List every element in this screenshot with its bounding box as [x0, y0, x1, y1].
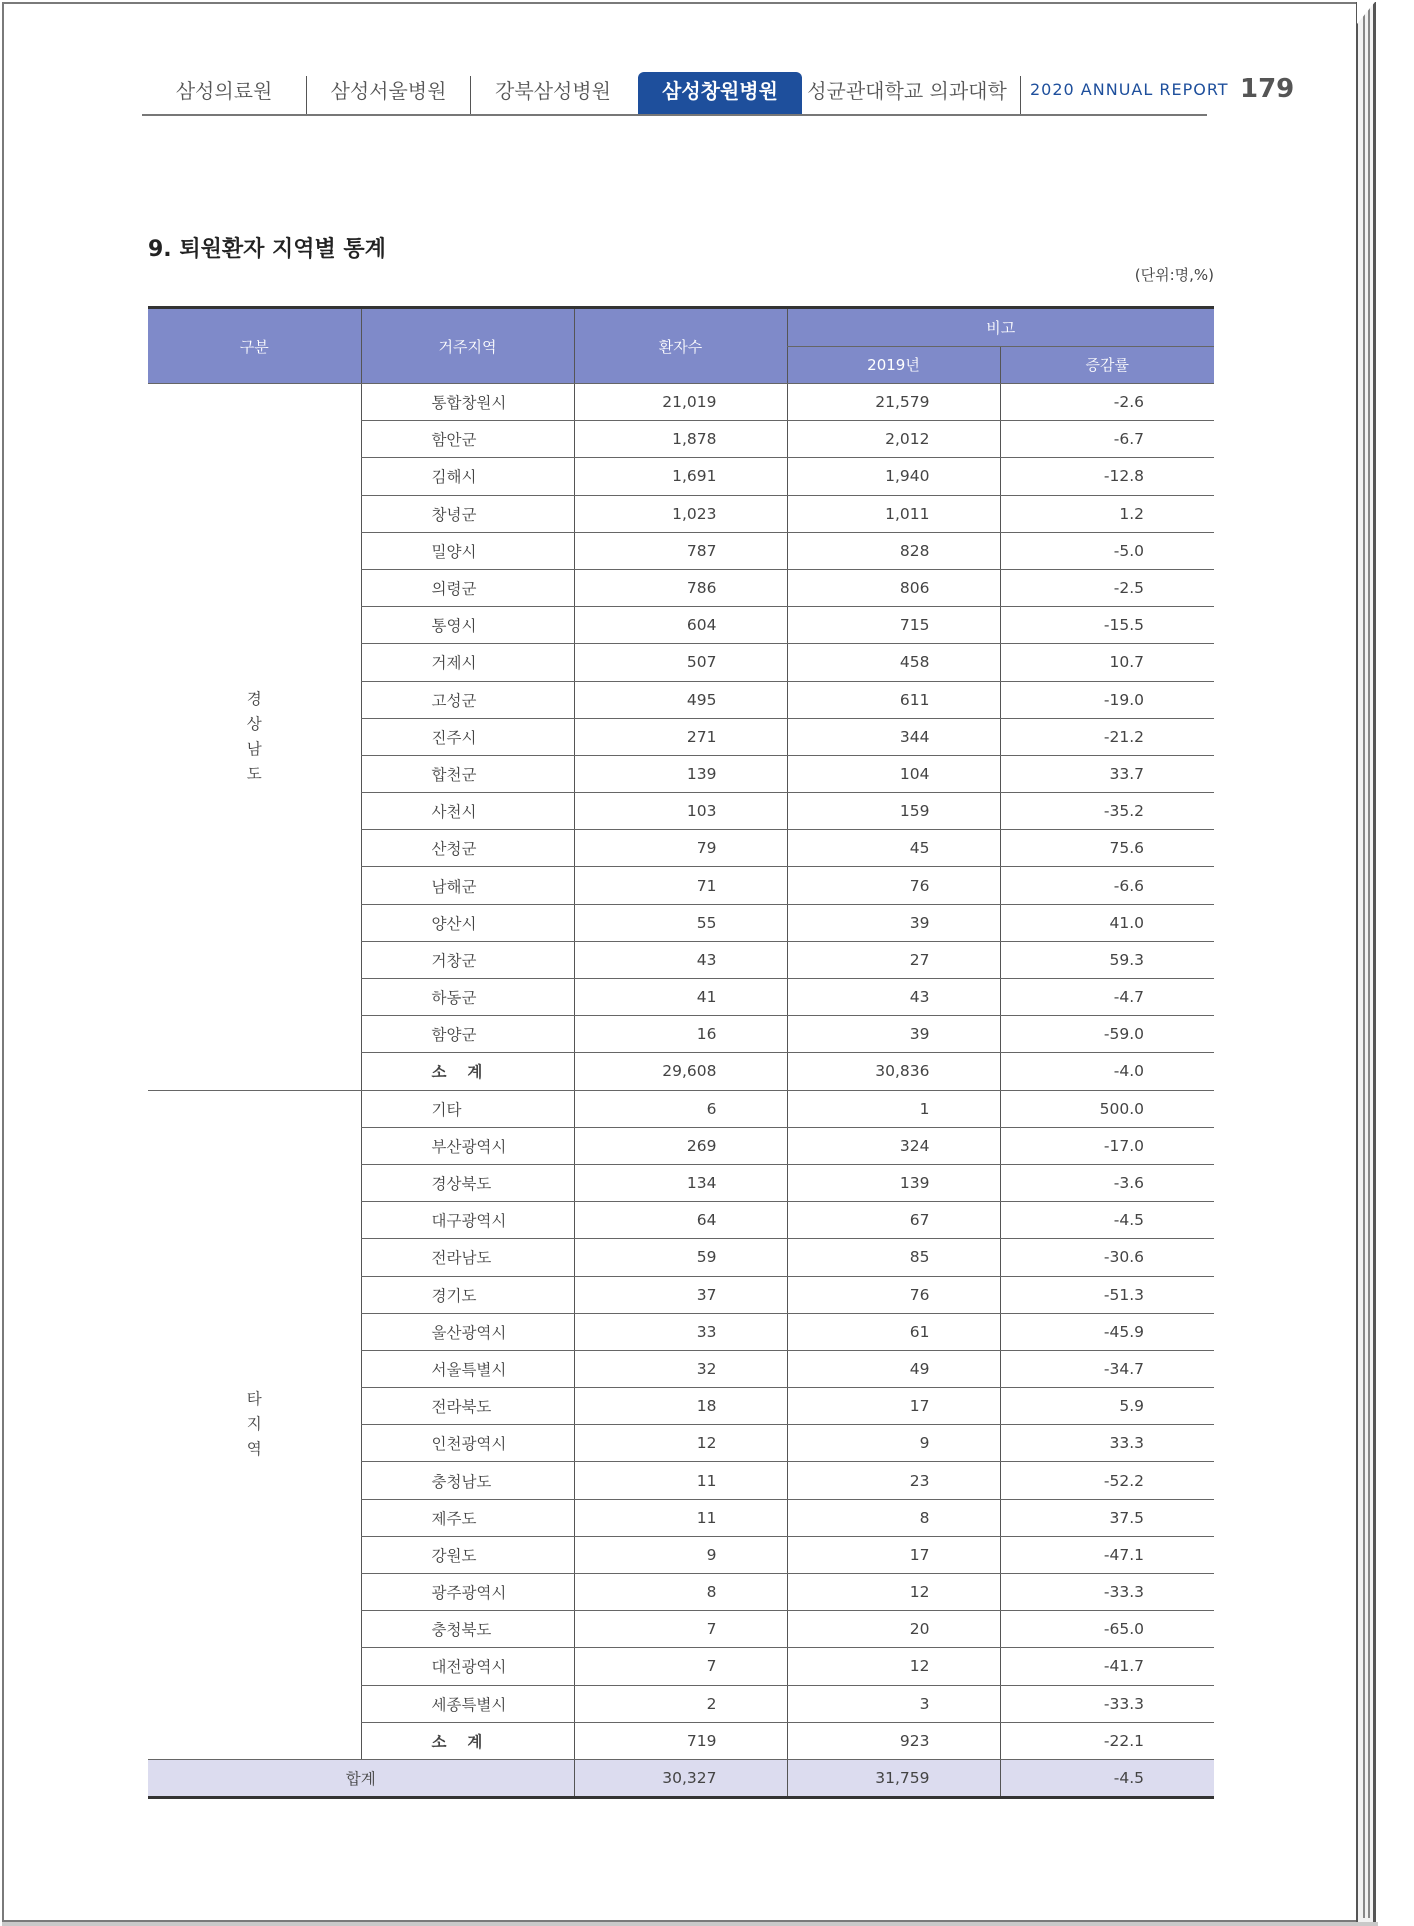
- change-rate-cell: 41.0: [1000, 904, 1214, 941]
- region-cell: 울산광역시: [361, 1313, 574, 1350]
- change-rate-cell: -65.0: [1000, 1611, 1214, 1648]
- region-cell: 거창군: [361, 941, 574, 978]
- prev-year-cell: 806: [787, 569, 1000, 606]
- patients-cell: 37: [574, 1276, 787, 1313]
- region-cell: 대구광역시: [361, 1202, 574, 1239]
- group-label-char: 타: [246, 1390, 262, 1409]
- group-label-char: 상: [246, 714, 262, 733]
- change-rate-cell: 10.7: [1000, 644, 1214, 681]
- prev-year-cell: 2,012: [787, 421, 1000, 458]
- change-rate-cell: -35.2: [1000, 793, 1214, 830]
- change-rate-cell: 59.3: [1000, 941, 1214, 978]
- region-cell: 남해군: [361, 867, 574, 904]
- patients-cell: 269: [574, 1127, 787, 1164]
- prev-year-cell: 67: [787, 1202, 1000, 1239]
- patients-cell: 7: [574, 1648, 787, 1685]
- prev-year-cell: 324: [787, 1127, 1000, 1164]
- region-cell: 충청남도: [361, 1462, 574, 1499]
- page-number: 179: [1240, 74, 1295, 104]
- patients-cell: 134: [574, 1164, 787, 1201]
- prev-year-cell: 39: [787, 904, 1000, 941]
- region-cell: 함양군: [361, 1016, 574, 1053]
- group-label-char: 역: [246, 1440, 262, 1459]
- patients-cell: 9: [574, 1536, 787, 1573]
- change-rate-cell: -19.0: [1000, 681, 1214, 718]
- change-rate-cell: 5.9: [1000, 1388, 1214, 1425]
- group-label-char: 지: [246, 1415, 262, 1434]
- change-rate-cell: -2.5: [1000, 569, 1214, 606]
- group-label-char: 경: [246, 689, 262, 708]
- change-rate-cell: 1.2: [1000, 495, 1214, 532]
- total-prev-year: 31,759: [787, 1759, 1000, 1797]
- prev-year-cell: 76: [787, 1276, 1000, 1313]
- nav-tab-samsung-changwon[interactable]: 삼성창원병원: [638, 72, 802, 114]
- patients-cell: 1,878: [574, 421, 787, 458]
- subtotal-patients: 29,608: [574, 1053, 787, 1090]
- change-rate-cell: 500.0: [1000, 1090, 1214, 1127]
- page-edge-line: [1368, 8, 1370, 1918]
- group-label: [148, 384, 361, 1091]
- group-label: [148, 1090, 361, 1759]
- prev-year-cell: 12: [787, 1574, 1000, 1611]
- patients-cell: 271: [574, 718, 787, 755]
- change-rate-cell: -4.7: [1000, 979, 1214, 1016]
- region-cell: 제주도: [361, 1499, 574, 1536]
- header-category: 구분: [148, 308, 361, 384]
- table-row: [148, 384, 1214, 421]
- prev-year-cell: 3: [787, 1685, 1000, 1722]
- region-cell: 하동군: [361, 979, 574, 1016]
- prev-year-cell: 49: [787, 1350, 1000, 1387]
- patients-cell: 8: [574, 1574, 787, 1611]
- total-label: 합계: [148, 1759, 574, 1797]
- region-cell: 인천광역시: [361, 1425, 574, 1462]
- change-rate-cell: -4.5: [1000, 1202, 1214, 1239]
- group-label-char: 도: [246, 764, 262, 783]
- change-rate-cell: -34.7: [1000, 1350, 1214, 1387]
- nav-tab-kangbuk-samsung[interactable]: 강북삼성병원: [495, 79, 611, 103]
- prev-year-cell: 12: [787, 1648, 1000, 1685]
- patients-cell: 16: [574, 1016, 787, 1053]
- group-label-char: 남: [246, 739, 262, 758]
- prev-year-cell: 139: [787, 1164, 1000, 1201]
- region-cell: 대전광역시: [361, 1648, 574, 1685]
- header-patients: 환자수: [574, 308, 787, 384]
- patients-cell: 33: [574, 1313, 787, 1350]
- region-cell: 경상북도: [361, 1164, 574, 1201]
- region-cell: 세종특별시: [361, 1685, 574, 1722]
- header-remarks: 비고: [787, 308, 1214, 347]
- region-cell: 산청군: [361, 830, 574, 867]
- region-cell: 전라남도: [361, 1239, 574, 1276]
- subtotal-prev-year: 923: [787, 1722, 1000, 1759]
- prev-year-cell: 39: [787, 1016, 1000, 1053]
- patients-cell: 55: [574, 904, 787, 941]
- region-cell: 진주시: [361, 718, 574, 755]
- patients-cell: 32: [574, 1350, 787, 1387]
- total-patients: 30,327: [574, 1759, 787, 1797]
- change-rate-cell: -52.2: [1000, 1462, 1214, 1499]
- prev-year-cell: 458: [787, 644, 1000, 681]
- table-body: [148, 384, 1214, 1798]
- region-cell: 밀양시: [361, 532, 574, 569]
- page-edge: [1356, 2, 1376, 1924]
- patients-cell: 139: [574, 755, 787, 792]
- change-rate-cell: -33.3: [1000, 1685, 1214, 1722]
- region-cell: 양산시: [361, 904, 574, 941]
- prev-year-cell: 1: [787, 1090, 1000, 1127]
- region-cell: 의령군: [361, 569, 574, 606]
- nav-tab-samsung-medical[interactable]: 삼성의료원: [175, 79, 273, 103]
- patients-cell: 1,691: [574, 458, 787, 495]
- region-cell: 고성군: [361, 681, 574, 718]
- prev-year-cell: 20: [787, 1611, 1000, 1648]
- patients-cell: 6: [574, 1090, 787, 1127]
- change-rate-cell: -30.6: [1000, 1239, 1214, 1276]
- prev-year-cell: 61: [787, 1313, 1000, 1350]
- region-cell: 창녕군: [361, 495, 574, 532]
- change-rate-cell: -45.9: [1000, 1313, 1214, 1350]
- prev-year-cell: 21,579: [787, 384, 1000, 421]
- region-cell: 서울특별시: [361, 1350, 574, 1387]
- prev-year-cell: 17: [787, 1388, 1000, 1425]
- change-rate-cell: -17.0: [1000, 1127, 1214, 1164]
- prev-year-cell: 9: [787, 1425, 1000, 1462]
- subtotal-patients: 719: [574, 1722, 787, 1759]
- patients-cell: 41: [574, 979, 787, 1016]
- prev-year-cell: 159: [787, 793, 1000, 830]
- prev-year-cell: 85: [787, 1239, 1000, 1276]
- region-cell: 충청북도: [361, 1611, 574, 1648]
- change-rate-cell: -59.0: [1000, 1016, 1214, 1053]
- change-rate-cell: -33.3: [1000, 1574, 1214, 1611]
- region-cell: 기타: [361, 1090, 574, 1127]
- header-region: 거주지역: [361, 308, 574, 384]
- patients-cell: 12: [574, 1425, 787, 1462]
- change-rate-cell: 37.5: [1000, 1499, 1214, 1536]
- change-rate-cell: 33.7: [1000, 755, 1214, 792]
- patients-cell: 103: [574, 793, 787, 830]
- nav-divider: [1020, 76, 1021, 114]
- patients-cell: 7: [574, 1611, 787, 1648]
- patients-cell: 11: [574, 1499, 787, 1536]
- page-shadow: [2, 1922, 1378, 1926]
- patients-cell: 786: [574, 569, 787, 606]
- prev-year-cell: 8: [787, 1499, 1000, 1536]
- patients-cell: 71: [574, 867, 787, 904]
- prev-year-cell: 344: [787, 718, 1000, 755]
- region-cell: 김해시: [361, 458, 574, 495]
- nav-tab-samsung-seoul[interactable]: 삼성서울병원: [330, 79, 447, 103]
- change-rate-cell: -12.8: [1000, 458, 1214, 495]
- subtotal-change-rate: -4.0: [1000, 1053, 1214, 1090]
- region-cell: 합천군: [361, 755, 574, 792]
- nav-tab-skku-medicine[interactable]: 성균관대학교 의과대학: [807, 79, 1007, 103]
- patients-cell: 787: [574, 532, 787, 569]
- region-cell: 전라북도: [361, 1388, 574, 1425]
- region-cell: 부산광역시: [361, 1127, 574, 1164]
- change-rate-cell: -47.1: [1000, 1536, 1214, 1573]
- prev-year-cell: 715: [787, 607, 1000, 644]
- page-edge-line: [1363, 8, 1365, 1918]
- change-rate-cell: -41.7: [1000, 1648, 1214, 1685]
- annual-report-label: 2020 ANNUAL REPORT: [1030, 80, 1229, 99]
- patients-cell: 43: [574, 941, 787, 978]
- change-rate-cell: -51.3: [1000, 1276, 1214, 1313]
- table-row: [148, 1090, 1214, 1127]
- change-rate-cell: -21.2: [1000, 718, 1214, 755]
- discharge-region-table: [148, 306, 1214, 1799]
- prev-year-cell: 17: [787, 1536, 1000, 1573]
- change-rate-cell: -15.5: [1000, 607, 1214, 644]
- prev-year-cell: 76: [787, 867, 1000, 904]
- patients-cell: 64: [574, 1202, 787, 1239]
- prev-year-cell: 104: [787, 755, 1000, 792]
- patients-cell: 495: [574, 681, 787, 718]
- region-cell: 통영시: [361, 607, 574, 644]
- patients-cell: 507: [574, 644, 787, 681]
- background-margin: [1378, 0, 1414, 1926]
- patients-cell: 21,019: [574, 384, 787, 421]
- change-rate-cell: 75.6: [1000, 830, 1214, 867]
- prev-year-cell: 45: [787, 830, 1000, 867]
- region-cell: 거제시: [361, 644, 574, 681]
- page-curl: [1357, 2, 1375, 24]
- patients-cell: 59: [574, 1239, 787, 1276]
- region-cell: 사천시: [361, 793, 574, 830]
- change-rate-cell: -6.7: [1000, 421, 1214, 458]
- patients-cell: 604: [574, 607, 787, 644]
- region-cell: 강원도: [361, 1536, 574, 1573]
- unit-note: (단위:명,%): [1134, 266, 1214, 284]
- header-change-rate: 증감률: [1000, 346, 1214, 384]
- patients-cell: 2: [574, 1685, 787, 1722]
- patients-cell: 1,023: [574, 495, 787, 532]
- region-cell: 함안군: [361, 421, 574, 458]
- prev-year-cell: 828: [787, 532, 1000, 569]
- subtotal-label: 소 계: [361, 1053, 574, 1090]
- total-row: [148, 1759, 1214, 1797]
- prev-year-cell: 23: [787, 1462, 1000, 1499]
- change-rate-cell: -5.0: [1000, 532, 1214, 569]
- patients-cell: 79: [574, 830, 787, 867]
- change-rate-cell: -3.6: [1000, 1164, 1214, 1201]
- section-title: 9. 퇴원환자 지역별 통계: [148, 237, 386, 262]
- patients-cell: 11: [574, 1462, 787, 1499]
- region-cell: 경기도: [361, 1276, 574, 1313]
- change-rate-cell: -6.6: [1000, 867, 1214, 904]
- region-cell: 통합창원시: [361, 384, 574, 421]
- subtotal-prev-year: 30,836: [787, 1053, 1000, 1090]
- prev-year-cell: 611: [787, 681, 1000, 718]
- region-cell: 광주광역시: [361, 1574, 574, 1611]
- total-change-rate: -4.5: [1000, 1759, 1214, 1797]
- header-prev-year: 2019년: [787, 346, 1000, 384]
- change-rate-cell: 33.3: [1000, 1425, 1214, 1462]
- prev-year-cell: 1,011: [787, 495, 1000, 532]
- change-rate-cell: -2.6: [1000, 384, 1214, 421]
- prev-year-cell: 43: [787, 979, 1000, 1016]
- subtotal-change-rate: -22.1: [1000, 1722, 1214, 1759]
- subtotal-label: 소 계: [361, 1722, 574, 1759]
- prev-year-cell: 27: [787, 941, 1000, 978]
- patients-cell: 18: [574, 1388, 787, 1425]
- prev-year-cell: 1,940: [787, 458, 1000, 495]
